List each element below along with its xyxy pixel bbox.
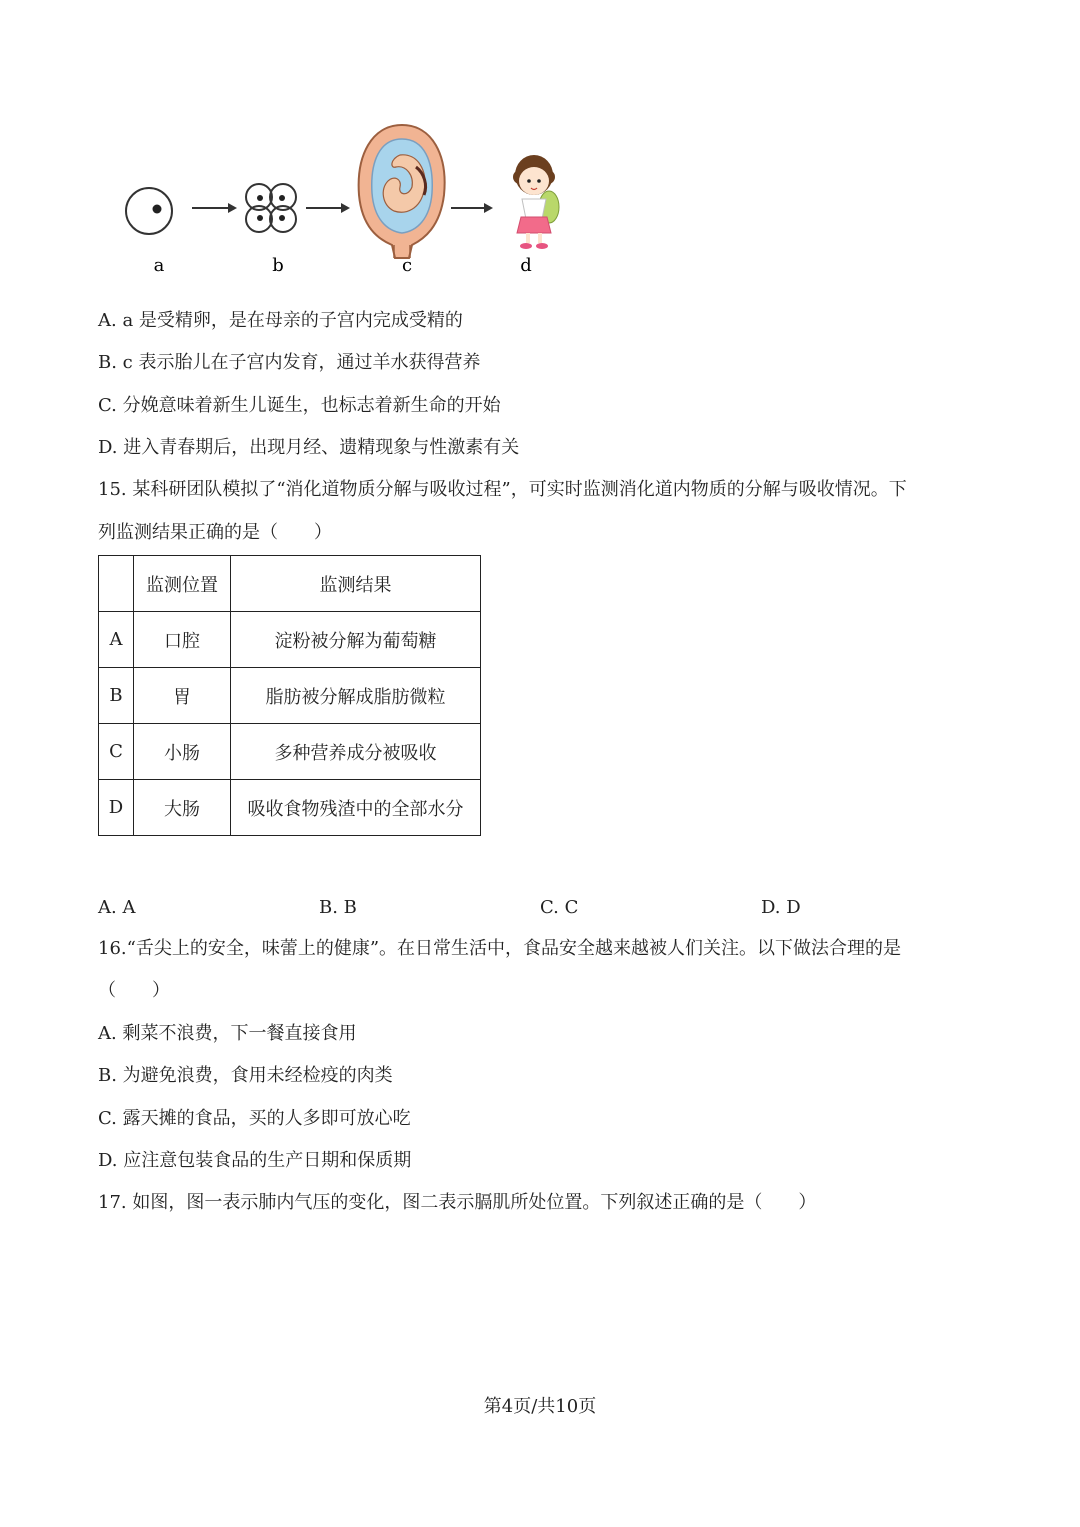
arrow-icon xyxy=(451,203,493,213)
q16-stem-line1: 16.“舌尖上的安全，味蕾上的健康”。在日常生活中，食品安全越来越被人们关注。以下做法合理的是 xyxy=(98,938,902,959)
figure-label-a: a xyxy=(153,255,165,276)
q16-option-c: C. 露天摊的食品，买的人多即可放心吃 xyxy=(98,1108,411,1129)
table-header-cell: 监测结果 xyxy=(231,556,481,612)
figure-label-c: c xyxy=(401,255,413,276)
figure-label-d: d xyxy=(520,255,532,276)
q14-option-a: A. a 是受精卵，是在母亲的子宫内完成受精的 xyxy=(98,310,463,331)
table-cell: 吸收食物残渣中的全部水分 xyxy=(231,780,481,836)
table-cell: 大肠 xyxy=(134,780,231,836)
table-cell: 口腔 xyxy=(134,612,231,668)
table-row xyxy=(99,668,481,724)
q16-option-d: D. 应注意包装食品的生产日期和保质期 xyxy=(98,1150,412,1171)
table-cell: D xyxy=(99,780,134,836)
arrow-icon xyxy=(306,203,350,213)
table-row xyxy=(99,612,481,668)
development-diagram xyxy=(110,115,580,285)
q14-option-d: D. 进入青春期后，出现月经、遗精现象与性激素有关 xyxy=(98,437,520,458)
fertilized-egg-illustration xyxy=(126,188,172,234)
table-cell: B xyxy=(99,668,134,724)
page-number-footer: 第4页/共10页 xyxy=(483,1396,597,1417)
table-header-row xyxy=(99,556,481,612)
q15-option-d: D. D xyxy=(761,897,801,918)
table-cell: A xyxy=(99,612,134,668)
table-cell: 多种营养成分被吸收 xyxy=(231,724,481,780)
table-cell: 胃 xyxy=(134,668,231,724)
q17-stem-line1: 17. 如图，图一表示肺内气压的变化，图二表示膈肌所处位置。下列叙述正确的是（ ） xyxy=(98,1192,817,1213)
table-cell: 淀粉被分解为葡萄糖 xyxy=(231,612,481,668)
q15-stem-line2: 列监测结果正确的是（ ） xyxy=(98,522,332,543)
q16-option-a: A. 剩菜不浪费，下一餐直接食用 xyxy=(98,1023,357,1044)
table-cell: 小肠 xyxy=(134,724,231,780)
table-header-cell: 监测位置 xyxy=(134,556,231,612)
figure-label-b: b xyxy=(272,255,284,276)
child-girl-illustration xyxy=(513,155,559,249)
table-cell: C xyxy=(99,724,134,780)
table-row xyxy=(99,724,481,780)
table-header-cell xyxy=(99,556,134,612)
q15-option-a: A. A xyxy=(98,897,136,918)
q16-option-b: B. 为避免浪费，食用未经检疫的肉类 xyxy=(98,1065,393,1086)
fetus-in-uterus-illustration xyxy=(359,125,445,258)
q14-option-c: C. 分娩意味着新生儿诞生，也标志着新生命的开始 xyxy=(98,395,501,416)
q16-stem-line2: （ ） xyxy=(98,980,170,1001)
q15-option-b: B. B xyxy=(319,897,357,918)
table-row xyxy=(99,780,481,836)
arrow-icon xyxy=(192,203,237,213)
q15-option-c: C. C xyxy=(540,897,579,918)
q15-stem-line1: 15. 某科研团队模拟了“消化道物质分解与吸收过程”，可实时监测消化道内物质的分解与吸收情况。下 xyxy=(98,479,907,500)
cell-division-illustration xyxy=(246,184,296,232)
q15-monitoring-table xyxy=(98,555,481,836)
q14-option-b: B. c 表示胎儿在子宫内发育，通过羊水获得营养 xyxy=(98,352,481,373)
table-cell: 脂肪被分解成脂肪微粒 xyxy=(231,668,481,724)
